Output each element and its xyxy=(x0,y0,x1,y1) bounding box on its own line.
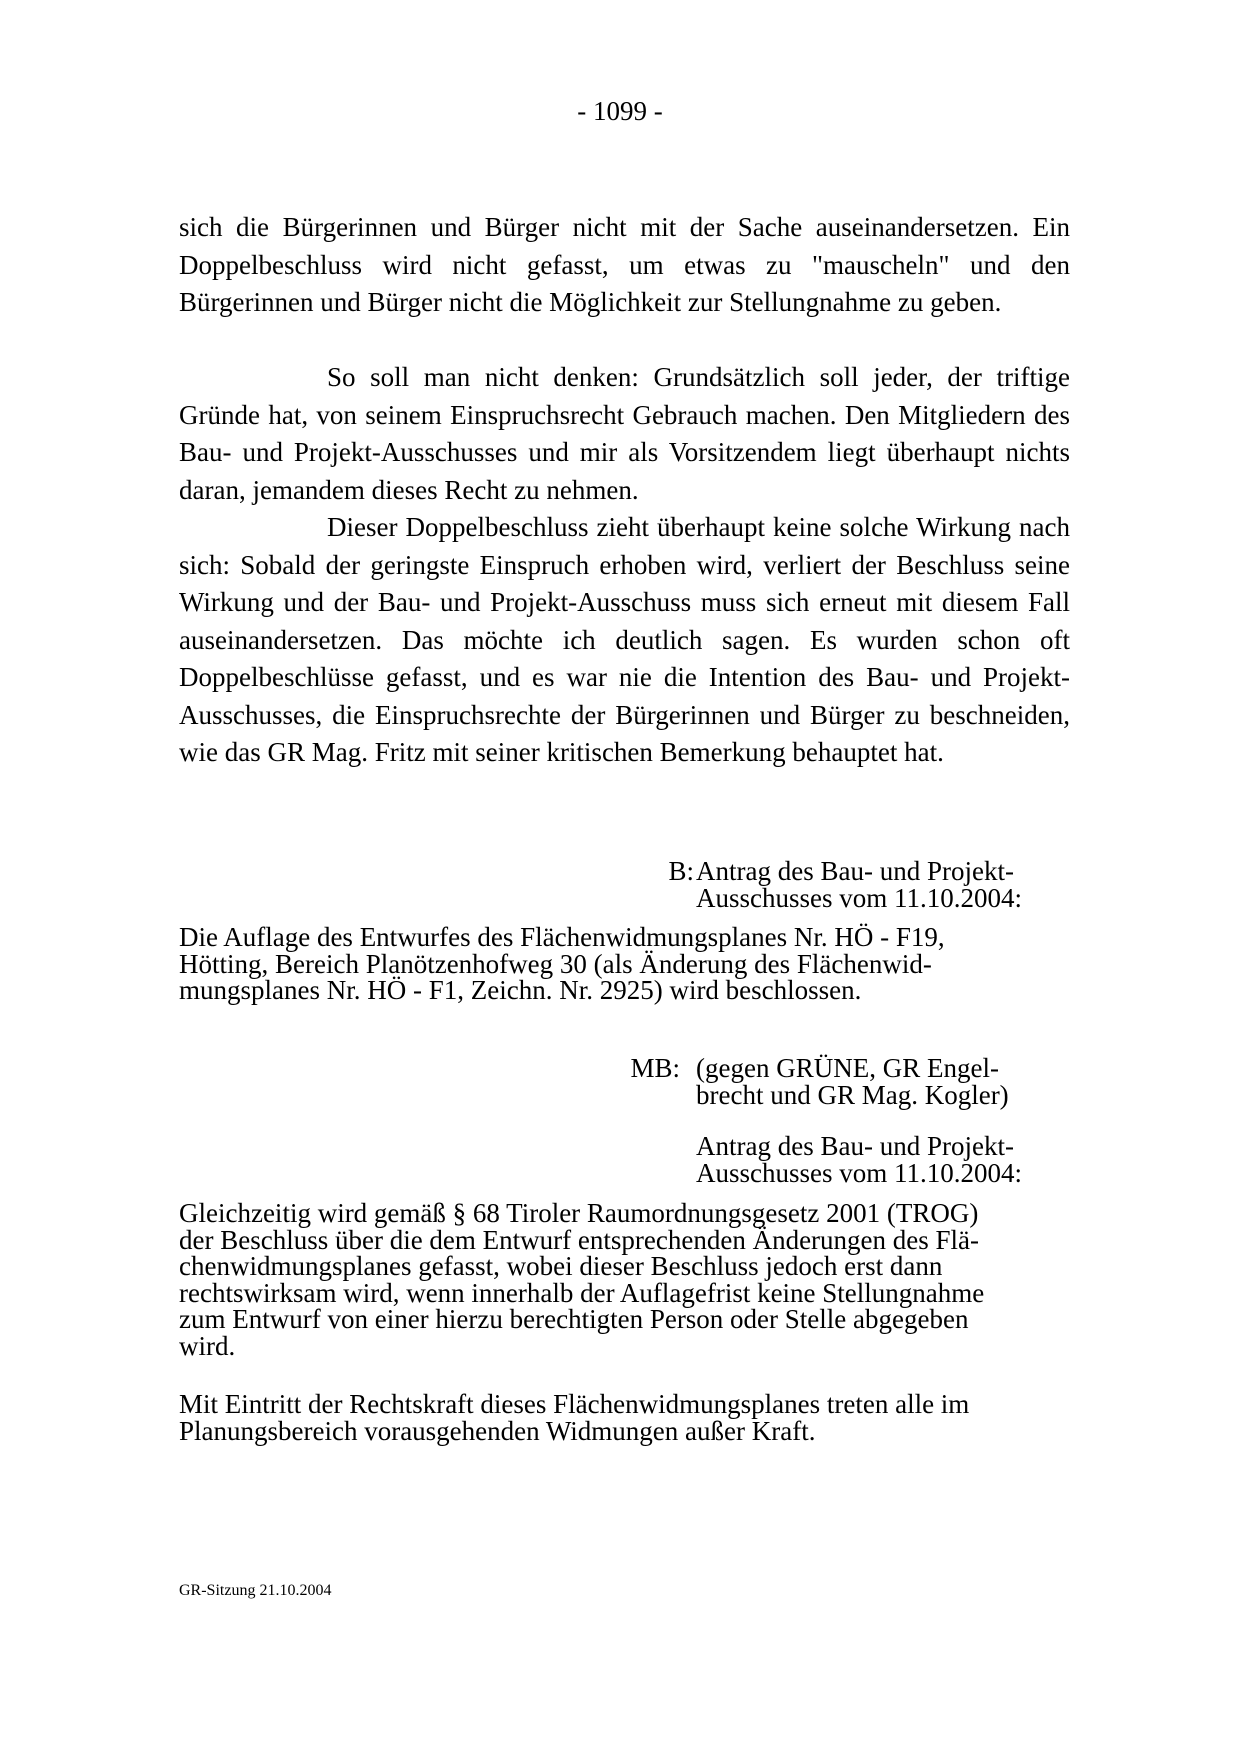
section-b-title xyxy=(696,858,1022,912)
resolution-auflage xyxy=(179,924,1070,1004)
paragraph-continuation: sich die Bürgerinnen und Bürger nicht mit der Sache auseinandersetzen. Ein Doppelbeschluss wird nicht gefasst, um etwas zu "mauscheln" und den Bürgerinnen und Bürger nicht die Möglichkeit zur Stellungnahme zu geben. xyxy=(179,212,1070,317)
resolution-2-line: rechtswirksam wird, wenn innerhalb der Auflagefrist keine Stellungnahme xyxy=(179,1277,985,1308)
resolution-gleichzeitig xyxy=(179,1200,1070,1359)
resolution-2-line: Gleichzeitig wird gemäß § 68 Tiroler Raumordnungsgesetz 2001 (TROG) xyxy=(179,1198,979,1228)
resolution-1-line: Die Auflage des Entwurfes des Flächenwidmungsplanes Nr. HÖ - F19, xyxy=(179,922,945,952)
section-mb-key: MB: xyxy=(630,1053,680,1083)
resolution-2-line: der Beschluss über die dem Entwurf entsprechenden Änderungen des Flä- xyxy=(179,1224,980,1255)
paragraph-grundsaetzlich: So soll man nicht denken: Grundsätzlich soll jeder, der triftige Gründe hat, von seinem Einspruchsrecht Gebrauch machen. Den Mitgliedern des Bau- und Projekt-Ausschusses und mir als Vorsitzendem liegt überhaupt nichts daran, jemandem dieses Recht zu nehmen. xyxy=(179,362,1070,505)
section-b-line-1: Antrag des Bau- und Projekt- xyxy=(696,856,1014,886)
page-number: - 1099 - xyxy=(577,96,663,126)
antrag-2-line-1: Antrag des Bau- und Projekt- xyxy=(696,1131,1014,1161)
paragraph-doppelbeschluss: Dieser Doppelbeschluss zieht überhaupt keine solche Wirkung nach sich: Sobald der geringste Einspruch erhoben wird, verliert der Beschluss seine Wirkung und der Bau- und Projekt-Ausschuss muss sich erneut mit diesem Fall auseinandersetzen. Das möchte ich deutlich sagen. Es wurden schon oft Doppelbeschlüsse gefasst, und es war nie die Intention des Bau- und Projekt-Ausschusses, die Einspruchsrechte der Bürgerinnen und Bürger zu beschneiden, wie das GR Mag. Fritz mit seiner kritischen Bemerkung behauptet hat. xyxy=(179,512,1070,767)
resolution-1-line: mungsplanes Nr. HÖ - F1, Zeichn. Nr. 2925) wird beschlossen. xyxy=(179,975,862,1005)
resolution-3-line: Planungsbereich vorausgehenden Widmungen außer Kraft. xyxy=(179,1415,816,1446)
section-mb-line-2: brecht und GR Mag. Kogler) xyxy=(696,1080,1009,1110)
resolution-2-line: zum Entwurf von einer hierzu berechtigten Person oder Stelle abgegeben xyxy=(179,1304,969,1334)
section-b-line-2: Ausschusses vom 11.10.2004: xyxy=(696,883,1023,913)
section-mb-note xyxy=(696,1055,1009,1109)
resolution-1-line: Hötting, Bereich Planötzenhofweg 30 (als Änderung des Flächenwid- xyxy=(179,948,932,979)
resolution-3-line: Mit Eintritt der Rechtskraft dieses Flächenwidmungsplanes treten alle im xyxy=(179,1389,970,1419)
resolution-rechtskraft xyxy=(179,1391,1070,1444)
antrag-2-heading xyxy=(696,1133,1022,1187)
section-mb-line-1: (gegen GRÜNE, GR Engel- xyxy=(696,1053,999,1083)
footer-session-date: GR-Sitzung 21.10.2004 xyxy=(179,1582,332,1599)
resolution-2-line: wird. xyxy=(179,1330,236,1361)
section-b-key: B: xyxy=(668,856,694,886)
resolution-2-line: chenwidmungsplanes gefasst, wobei dieser Beschluss jedoch erst dann xyxy=(179,1251,943,1281)
antrag-2-line-2: Ausschusses vom 11.10.2004: xyxy=(696,1158,1023,1188)
